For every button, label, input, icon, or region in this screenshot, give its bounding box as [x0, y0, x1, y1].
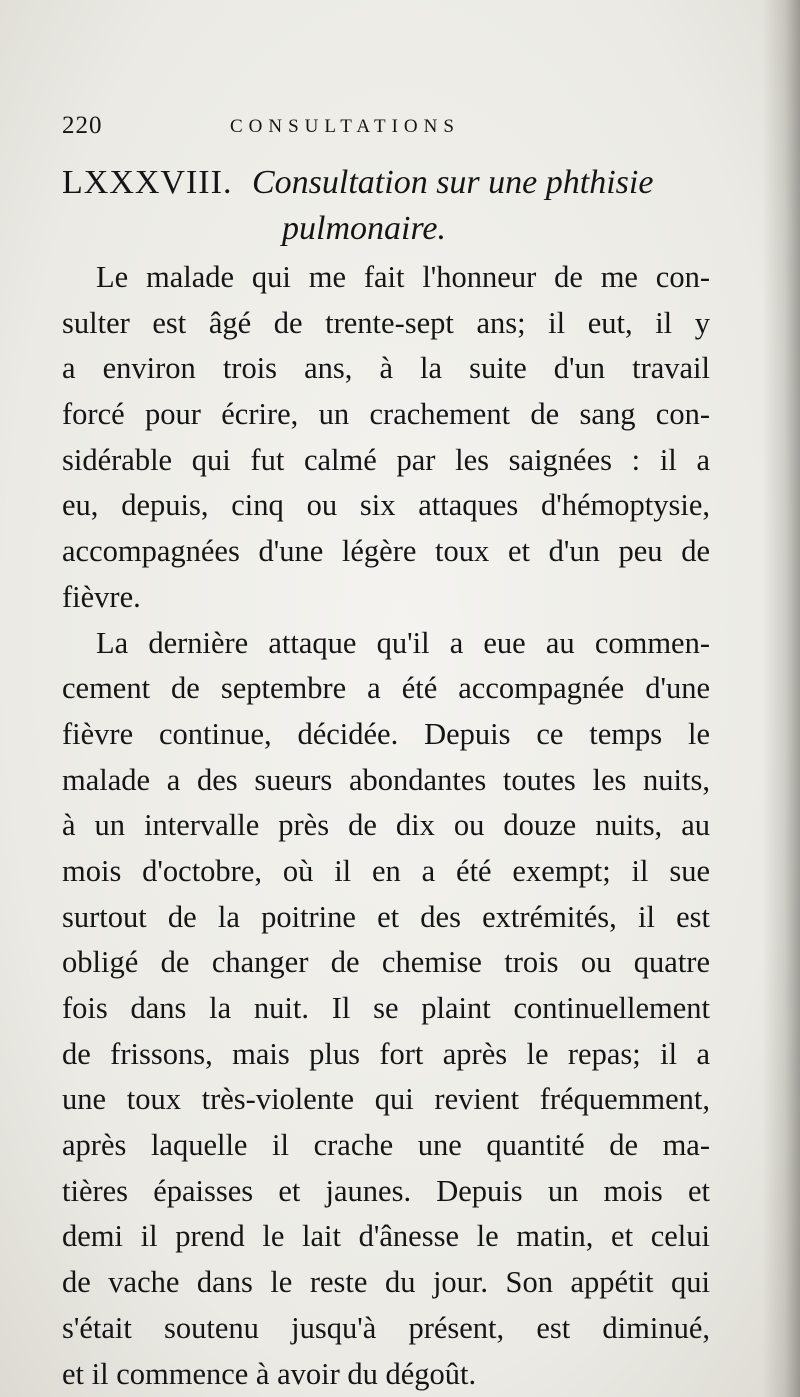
text-line: mois d'octobre, où il en a été exempt; il sue: [62, 853, 710, 888]
text-line: s'était soutenu jusqu'à présent, est diminué,: [62, 1310, 710, 1345]
section-title-line-2: pulmonaire.: [282, 210, 447, 247]
section-number: LXXXVIII.: [62, 164, 233, 201]
running-title: CONSULTATIONS: [230, 116, 460, 137]
text-line: a environ trois ans, à la suite d'un travail: [62, 351, 710, 386]
body-text: [62, 255, 710, 1397]
text-line: forcé pour écrire, un crachement de sang con-: [62, 397, 710, 432]
text-line: sulter est âgé de trente-sept ans; il eut, il y: [62, 305, 710, 340]
text-line: sidérable qui fut calmé par les saignées : il a: [62, 442, 710, 477]
paragraph-2: [62, 621, 710, 1397]
paragraph-1: [62, 255, 710, 621]
text-line: fièvre continue, décidée. Depuis ce temps le: [62, 716, 710, 751]
text-line: La dernière attaque qu'il a eue au commen-: [96, 625, 710, 660]
text-line: cement de septembre a été accompagnée d'une: [62, 671, 710, 706]
page-gutter-shadow: [762, 0, 800, 1397]
text-line: accompagnées d'une légère toux et d'un peu de: [62, 534, 710, 569]
section-title-line-1: Consultation sur une phthisie: [252, 164, 654, 201]
text-line: une toux très-violente qui revient fréquemment,: [62, 1082, 710, 1117]
text-line: fièvre.: [62, 579, 141, 614]
text-line: demi il prend le lait d'ânesse le matin, et celui: [62, 1219, 710, 1254]
text-line: à un intervalle près de dix ou douze nuits, au: [62, 808, 710, 843]
text-line: surtout de la poitrine et des extrémités, il est: [62, 899, 710, 934]
text-line: eu, depuis, cinq ou six attaques d'hémoptysie,: [62, 488, 710, 523]
text-line: de vache dans le reste du jour. Son appétit qui: [62, 1265, 710, 1300]
text-line: après laquelle il crache une quantité de ma-: [62, 1128, 710, 1163]
page-number: 220: [62, 112, 103, 139]
text-line: Le malade qui me fait l'honneur de me con-: [96, 260, 710, 294]
text-line: malade a des sueurs abondantes toutes les nuits,: [62, 762, 710, 797]
text-line: tières épaisses et jaunes. Depuis un mois et: [62, 1173, 710, 1208]
page-header: [62, 112, 702, 148]
text-line: obligé de changer de chemise trois ou quatre: [62, 945, 710, 980]
section-heading: [62, 160, 712, 247]
text-line: de frissons, mais plus fort après le repas; il a: [62, 1036, 710, 1071]
text-line: et il commence à avoir du dégoût.: [62, 1356, 477, 1391]
text-line: fois dans la nuit. Il se plaint continuellement: [62, 991, 710, 1025]
